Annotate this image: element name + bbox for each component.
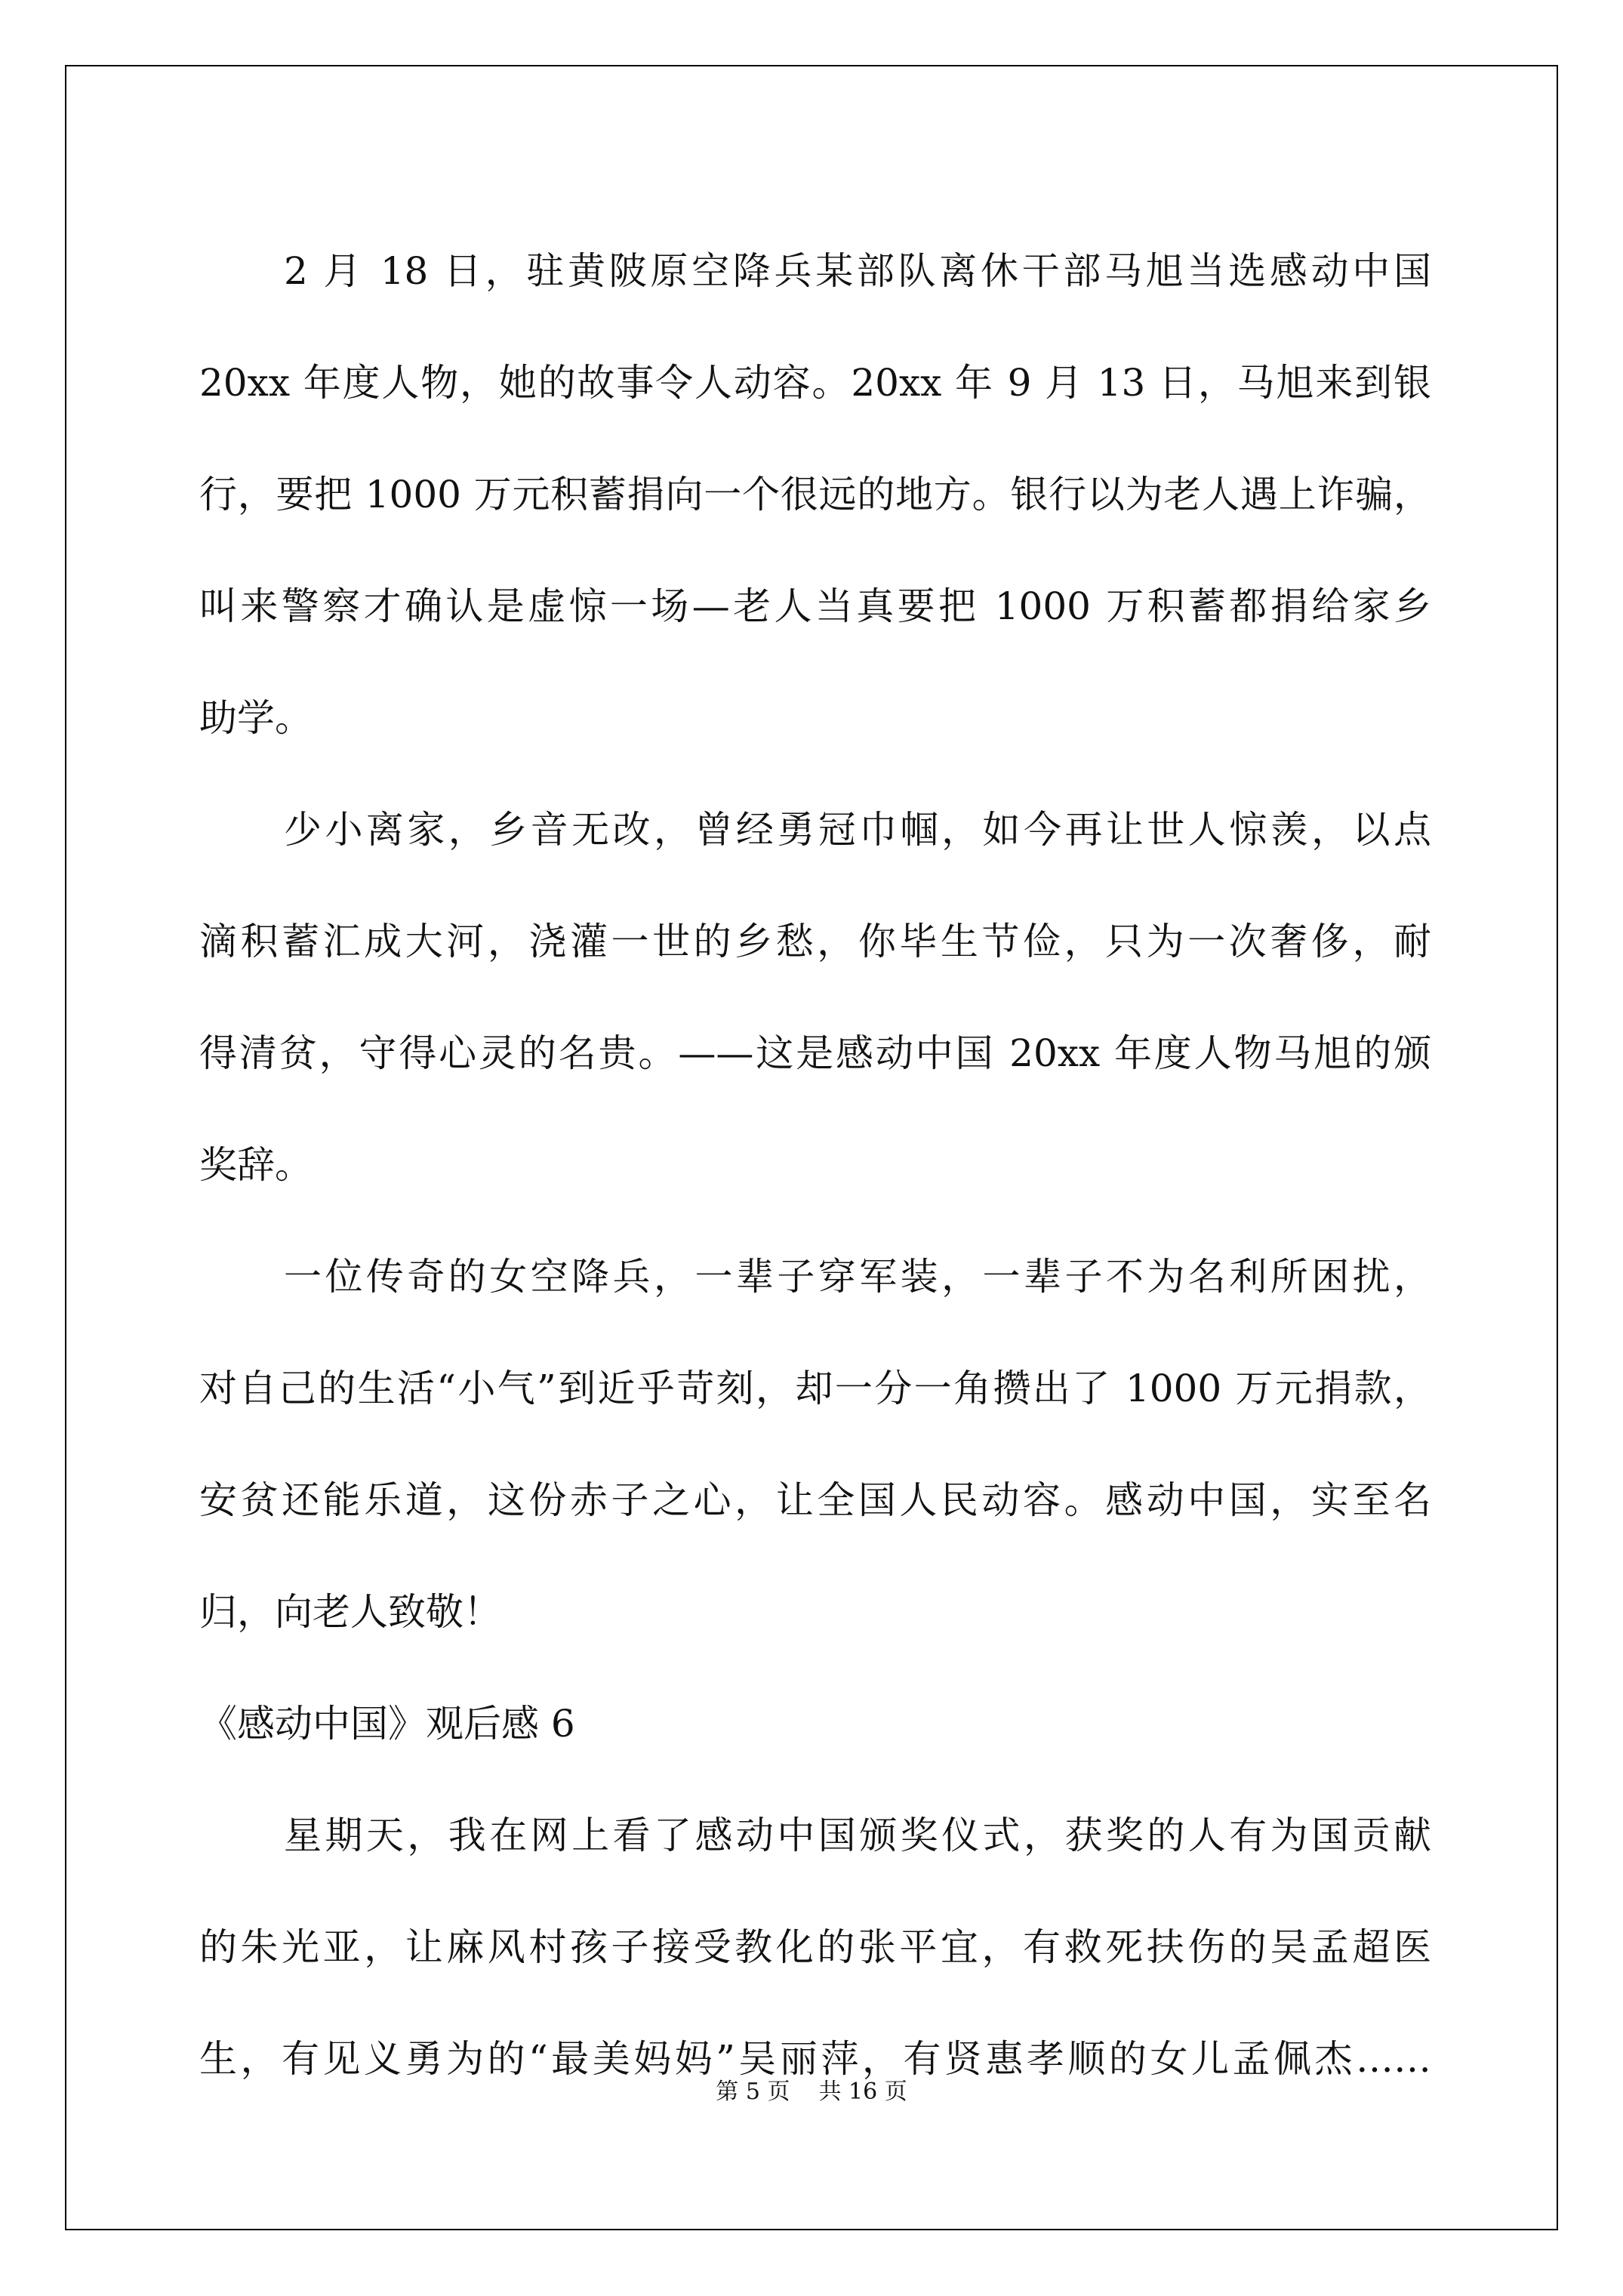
document-body — [199, 215, 1431, 2115]
page-number: 第 5 页 — [716, 2079, 790, 2105]
paragraph-line: 对自己的生活“小气”到近乎苛刻，却一分一角攒出了 1000 万元捐款， — [199, 1367, 1431, 1410]
paragraph-line: 滴积蓄汇成大河，浇灌一世的乡愁，你毕生节俭，只为一次奢侈，耐 — [199, 920, 1431, 963]
paragraph-4 — [199, 1780, 1431, 2115]
paragraph-line: 得清贫，守得心灵的名贵。——这是感动中国 20xx 年度人物马旭的颁 — [199, 1031, 1431, 1075]
paragraph-line: 20xx 年度人物，她的故事令人动容。20xx 年 9 月 13 日，马旭来到银 — [199, 361, 1431, 405]
section-heading: 《感动中国》观后感 6 — [199, 1702, 575, 1746]
paragraph-line: 的朱光亚，让麻风村孩子接受教化的张平宜，有救死扶伤的吴孟超医 — [199, 1925, 1431, 1969]
page-footer — [0, 2073, 1623, 2106]
paragraph-line: 助学。 — [199, 696, 313, 740]
paragraph-line: 归，向老人致敬！ — [199, 1590, 501, 1634]
paragraph-line: 一位传奇的女空降兵，一辈子穿军装，一辈子不为名利所困扰， — [284, 1255, 1431, 1299]
paragraph-1 — [199, 215, 1431, 774]
page-total: 共 16 页 — [818, 2079, 907, 2105]
paragraph-line: 少小离家，乡音无改，曾经勇冠巾帼，如今再让世人惊羡，以点 — [284, 808, 1431, 852]
paragraph-2 — [199, 774, 1431, 1221]
paragraph-line: 叫来警察才确认是虚惊一场—老人当真要把 1000 万积蓄都捐给家乡 — [199, 584, 1431, 628]
paragraph-line: 行，要把 1000 万元积蓄捐向一个很远的地方。银行以为老人遇上诈骗， — [199, 473, 1431, 516]
paragraph-line: 安贫还能乐道，这份赤子之心，让全国人民动容。感动中国，实至名 — [199, 1478, 1431, 1522]
paragraph-3 — [199, 1221, 1431, 1668]
paragraph-line: 生，有见义勇为的“最美妈妈”吴丽萍，有贤惠孝顺的女儿孟佩杰…… — [199, 2037, 1431, 2081]
paragraph-line: 奖辞。 — [199, 1143, 313, 1187]
paragraph-line: 星期天，我在网上看了感动中国颁奖仪式，获奖的人有为国贡献 — [284, 1814, 1431, 1857]
paragraph-line: 2 月 18 日，驻黄陂原空降兵某部队离休干部马旭当选感动中国 — [284, 249, 1431, 293]
